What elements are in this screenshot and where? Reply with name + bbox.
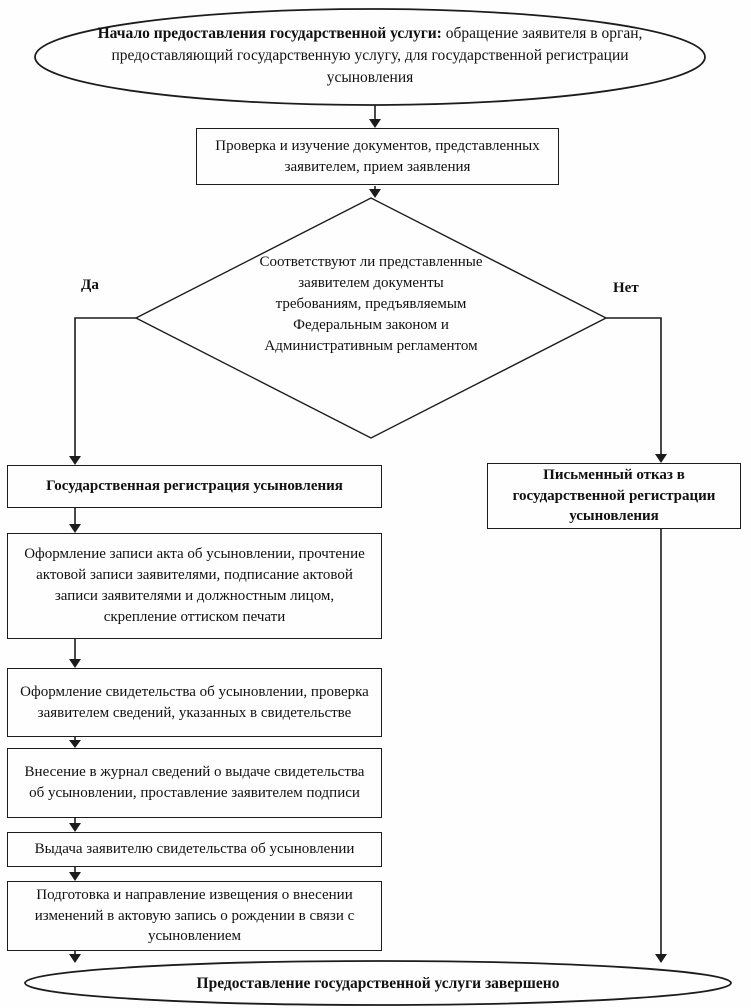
connector-decision-no [606, 318, 661, 455]
process-registration: Государственная регистрация усыновления [7, 465, 382, 508]
process-refusal: Письменный отказ в государственной регистрации усыновления [487, 463, 741, 529]
start-terminator-text-rest: обращение заявителя в орган, предоставляющий государственную услугу, для государственной регистрации усыновления [111, 25, 643, 86]
start-terminator-text-bold: Начало предоставления государственной услуги: [97, 25, 442, 42]
end-terminator-text: Предоставление государственной услуги завершено [196, 975, 560, 992]
process-journal: Внесение в журнал сведений о выдаче свидетельства об усыновлении, проставление заявителем подписи [7, 748, 382, 818]
process-notice: Подготовка и направление извещения о внесении изменений в актовую запись о рождении в связи с усыновлением [7, 881, 382, 951]
process-certificate: Оформление свидетельства об усыновлении, проверка заявителем сведений, указанных в свидетельстве [7, 668, 382, 737]
branch-label-yes: Да [81, 277, 99, 293]
connector-decision-yes [75, 318, 136, 457]
branch-label-no: Нет [613, 280, 639, 296]
process-issue: Выдача заявителю свидетельства об усыновлении [7, 832, 382, 867]
start-terminator-text [78, 23, 662, 89]
process-check-documents: Проверка и изучение документов, представленных заявителем, прием заявления [196, 128, 559, 185]
decision-text: Соответствуют ли представленные заявителем документы требованиям, предъявляемым Федеральным законом и Административным регламентом [259, 254, 483, 354]
process-act-record: Оформление записи акта об усыновлении, прочтение актовой записи заявителями, подписание актовой записи заявителями и должностным лицом, скрепление оттиском печати [7, 533, 382, 639]
